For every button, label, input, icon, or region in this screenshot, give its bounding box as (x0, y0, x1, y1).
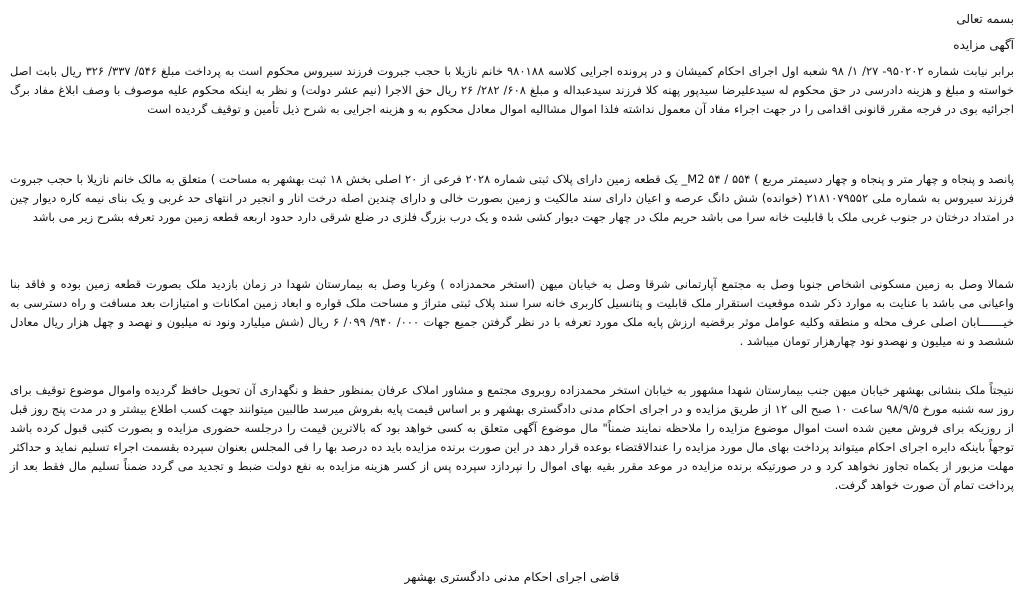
signature-line: قاضی اجرای احکام مدنی دادگستری بهشهر (404, 570, 620, 584)
paragraph-auction-terms: نتیجتاً ملک بنشانی بهشهر خیابان میهن جنب بیمارستان شهدا مشهور به خیابان استخر محمدزاده روبروی مجتمع و مشاور املاک عرفان بمنظور حفظ و نگهداری آن تحویل حافظ گردیده واموال موضوع توقیف برای روز سه شنبه مورخ ۹۸/۹/۵ ساعت ۱۰ صبح الی ۱۲ از طریق مزایده و در اجرای احکام مدنی دادگستری بهشهر و بر اساس قیمت پایه بفروش میرسد طالبین میتوانند جهت کسب اطلاع بیشتر و در مدت پنج روز قبل از روزیکه برای فروش معین شده است اموال موضوع مزایده را ملاحظه نمایند ضمناً" مال موضوع آگهی متعلق به کسی خواهد بود که بالاترین قیمت را درجلسه حضوری مزایده و بصورت کتبی قبول کرده باشد توجهاً باینکه دایره اجرای احکام میتواند پرداخت بهای مال مورد مزایده را عندالاقتضاء بوعده قرار دهد در این صورت برنده مزایده باید ده درصد بها را فی المجلس بعنوان سپرده بقسمت اجراء تسلیم نماید و حداکثر مهلت مزبور از یکماه تجاوز نخواهد کرد و در صورتیکه برنده مزایده در موعد مقرر بقیه بهای اموال را نپردازد سپرده پس از کسر هزینه مزایده به نفع دولت ضبط و تجدید می گردد ضمناً تسلیم مال فقط بعد از پرداخت تمام آن صورت خواهد گرفت. (10, 383, 1014, 492)
paragraph-judgment: برابر نیابت شماره ۹۵۰۲۰۲- ۲۷/ ۱/ ۹۸ شعبه اول اجرای احکام کمیشان و در پرونده اجرایی کلاسه ۹۸۰۱۸۸ خانم نازیلا با حجب جبروت فرزند سیروس محکوم است به پرداخت مبلغ ۵۴۶/ ۳۳۷/ ۳۲۶ ریال بابت اصل خواسته و مبلغ و هزینه دادرسی در حق محکوم له سیدعلیرضا سیدپور پهنه کلا فرزند سیدعبداله و مبلغ ۶۰۸/ ۲۸۲/ ۲۶ ریال حق الاجرا (نیم عشر دولت) و نظر به اینکه محکوم علیه موصوف با وصف ابلاغ مفاد برگ اجرائیه بوی در فرجه مقرر قانونی اقدامی را در جهت اجراء مفاد آن معمول نداشته فلذا اموال مشاالیه اموال معادل محکوم به و هزینه اجرایی به شرح ذیل تأمین و توقیف گردیده است (10, 64, 1015, 116)
paragraph-boundaries-valuation: شمالا وصل به زمین مسکونی اشخاص جنوبا وصل به مجتمع آپارتمانی شرقا وصل به خیابان میهن (استخر محمدزاده ) وغربا وصل به بیمارستان شهدا در زمان بازدید ملک بصورت قطعه زمین بوده و فاقد بنا واعیانی می باشد با عنایت به موارد ذکر شده موقعیت استقرار ملک قابلیت و پتانسیل کاربری خانه سرا سند پلاک ثبتی متراژ و مساحت ملک قواره و ابعاد زمین امکانات و امتیازات بعد مسافت و راه دسترسی به خیـــــــابان اصلی عرف محله و منطقه وکلیه عوامل موثر برقضیه ارزش پایه ملک مورد تعرفه با در نظر گرفتن جمیع جهات ۰۰۰/ ۹۴۰/ ۰۹۹/ ۶ ریال (شش میلیارد ونود نه میلیون و نهصد و چهل هزار ریال معادل ششصد و نه میلیون و نهصدو نود چهارهزار تومان میباشد . (10, 277, 1015, 348)
document-subtitle: آگهی مزایده (953, 38, 1014, 52)
document-title: بسمه تعالی (956, 12, 1014, 26)
paragraph-property-description: پانصد و پنجاه و چهار متر و پنجاه و چهار دسیمتر مربع ) ۵۵۴ / ۵۴ M2_ یک قطعه زمین دارای پلاک ثبتی شماره ۲۰۲۸ فرعی از ۲۰ اصلی بخش ۱۸ ثبت بهشهر به مساحت ) متعلق به مالک خانم نازیلا با حجب جبروت فرزند سیروس به شماره ملی ۲۱۸۱۰۷۹۵۵۲ (خوانده) شش دانگ عرصه و اعیان دارای سند مالکیت و زمین بصورت خالی و دارای چندین اصله درخت انار و انجیر در انتهای حد غربی و یک بنای نیمه کاره دیوار چین در امتداد درختان در جنوب غربی ملک با قابلیت خانه سرا می باشد حریم ملک در چهار جهت دیوار کشی شده و یک درب بزرگ فلزی در ضلع شرقی دارد حدود اربعه قطعه زمین مورد تعرفه بشرح زیر می باشد (10, 172, 1015, 224)
